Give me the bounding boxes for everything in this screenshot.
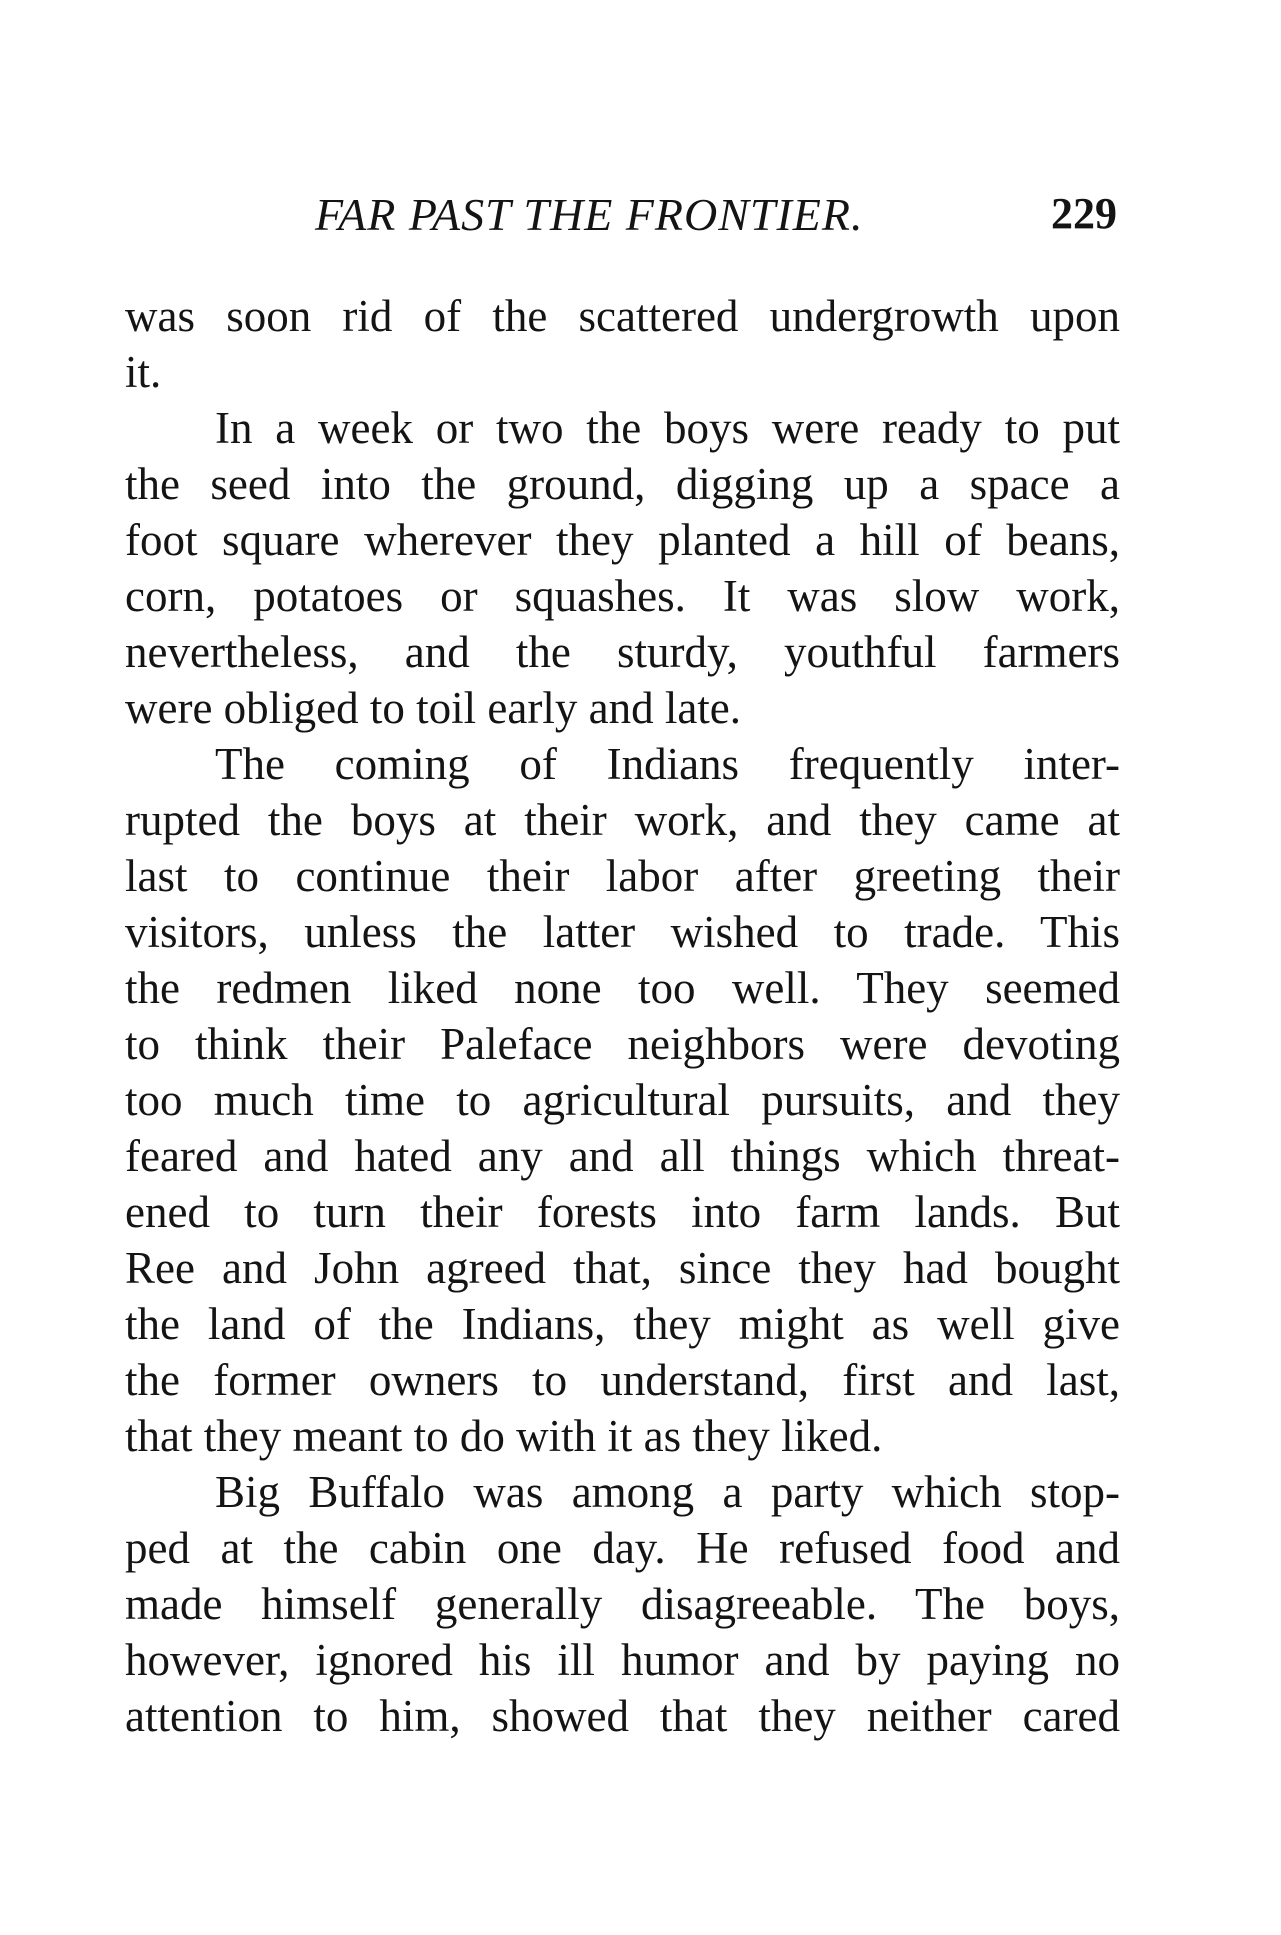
running-head	[125, 188, 1125, 248]
text-line: In a week or two the boys were ready to put	[215, 403, 1120, 453]
text-line: the redmen liked none too well. They seemed	[125, 963, 1120, 1013]
text-line: the former owners to understand, first and last,	[125, 1355, 1120, 1405]
paragraph	[125, 288, 1120, 400]
text-line: to think their Paleface neighbors were devoting	[125, 1019, 1120, 1069]
text-line: made himself generally disagreeable. The boys,	[125, 1579, 1120, 1629]
text-line: The coming of Indians frequently inter-	[215, 739, 1120, 789]
text-line: attention to him, showed that they neither cared	[125, 1691, 1120, 1741]
paragraph	[125, 736, 1120, 1464]
text-line: rupted the boys at their work, and they came at	[125, 795, 1120, 845]
text-line: ped at the cabin one day. He refused food and	[125, 1523, 1120, 1573]
text-line: last to continue their labor after greeting their	[125, 851, 1120, 901]
body-text	[125, 288, 1120, 1744]
text-line: was soon rid of the scattered undergrowth upon	[125, 291, 1120, 341]
running-title: FAR PAST THE FRONTIER.	[315, 189, 864, 240]
text-line: it.	[125, 347, 162, 397]
text-line: Big Buffalo was among a party which stop-	[215, 1467, 1120, 1517]
text-line: ened to turn their forests into farm lands. But	[125, 1187, 1120, 1237]
paragraph	[125, 1464, 1120, 1744]
text-line: that they meant to do with it as they liked.	[125, 1411, 883, 1461]
text-line: foot square wherever they planted a hill of beans,	[125, 515, 1120, 565]
text-line: visitors, unless the latter wished to trade. This	[125, 907, 1120, 957]
text-line: feared and hated any and all things which threat-	[125, 1131, 1120, 1181]
text-line: however, ignored his ill humor and by paying no	[125, 1635, 1120, 1685]
text-line: corn, potatoes or squashes. It was slow work,	[125, 571, 1120, 621]
text-line: the land of the Indians, they might as well give	[125, 1299, 1120, 1349]
text-line: nevertheless, and the sturdy, youthful farmers	[125, 627, 1120, 677]
text-line: the seed into the ground, digging up a space a	[125, 459, 1120, 509]
text-line: too much time to agricultural pursuits, and they	[125, 1075, 1120, 1125]
page-number: 229	[1051, 189, 1117, 238]
text-line: were obliged to toil early and late.	[125, 683, 742, 733]
text-line: Ree and John agreed that, since they had bought	[125, 1243, 1120, 1293]
paragraph	[125, 400, 1120, 736]
